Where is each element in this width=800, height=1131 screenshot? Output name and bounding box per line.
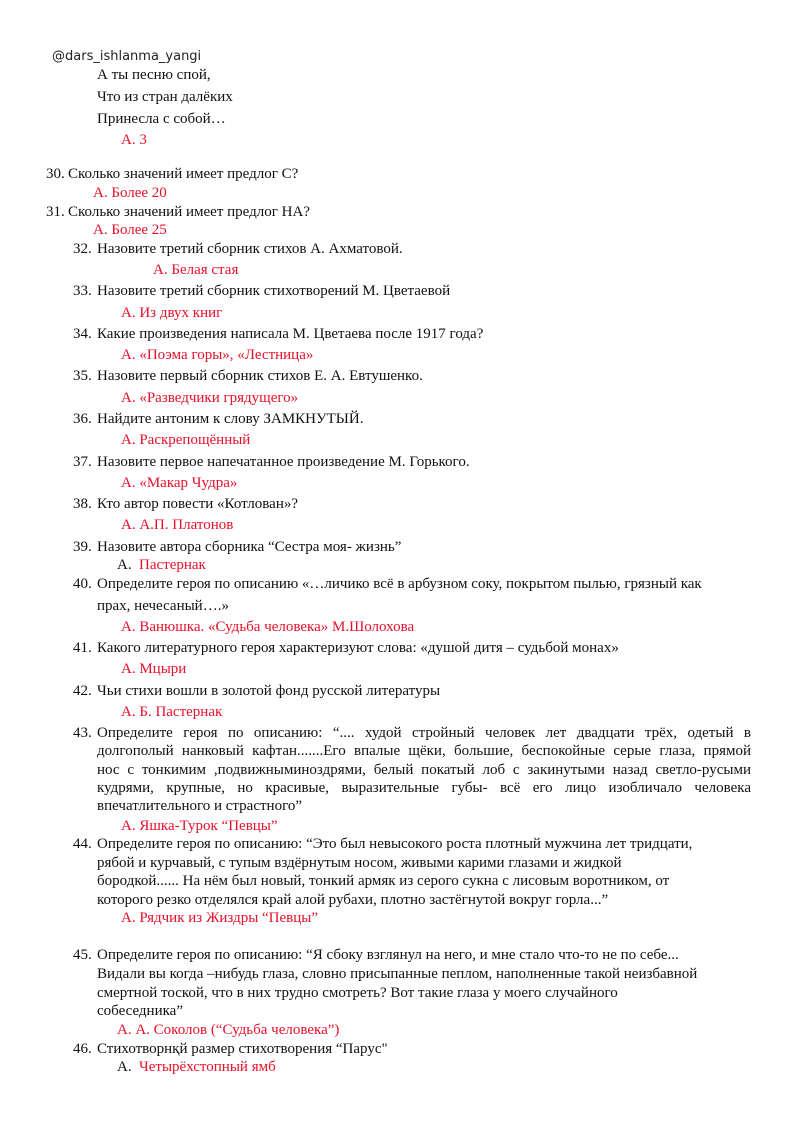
question-number: 42. <box>73 683 92 699</box>
answer: A. «Разведчики грядущего» <box>121 390 299 406</box>
question-text: Определите героя по описанию «…личико всё в арбузном соку, покрытом пылью, грязный как <box>97 576 702 592</box>
question-number: 35. <box>73 368 92 384</box>
answer: Пастернак <box>139 557 206 573</box>
question-number: 33. <box>73 283 92 299</box>
question-number: 31. <box>46 204 65 220</box>
poem-line: А ты песню спой, <box>97 67 211 83</box>
question-text: впечатлительного и страстного” <box>97 798 303 814</box>
answer: A. Рядчик из Жиздры “Певцы” <box>121 910 319 926</box>
answer: A. А.П. Платонов <box>121 517 234 533</box>
watermark: @dars_ishlanma_yangi <box>52 49 202 64</box>
answer: A. Раскрепощённый <box>121 432 251 448</box>
question-text: нос с тонкимим ,подвижныминоздрями, белый покатый лоб с закинутыми назад светло-русыми <box>97 762 751 778</box>
answer: A. Ванюшка. «Судьба человека» М.Шолохова <box>121 619 415 635</box>
question-number: 37. <box>73 454 92 470</box>
question-text: Определите героя по описанию: “Это был невысокого роста плотный мужчина лет тридцати, <box>97 836 693 852</box>
answer: A. Более 25 <box>93 222 167 238</box>
answer: A. «Макар Чудра» <box>121 475 238 491</box>
question-text: кудрями, крупные, но красивые, выразительные губы- всё его лицо изобличало человека <box>97 780 751 796</box>
question-number: 36. <box>73 411 92 427</box>
question-text: бородкой...... На нём был новый, тонкий армяк из серого сукна с лисовым воротником, от <box>97 873 670 889</box>
question-text: Кто автор повести «Котлован»? <box>97 496 299 512</box>
question-text: Назовите первое напечатанное произведение М. Горького. <box>97 454 470 470</box>
question-text: Сколько значений имеет предлог С? <box>68 166 299 182</box>
poem-line: Принесла с собой… <box>97 111 226 127</box>
question-number: 38. <box>73 496 92 512</box>
answer: A. Из двух книг <box>121 305 223 321</box>
question-number: 41. <box>73 640 92 656</box>
answer: A. Белая стая <box>153 262 239 278</box>
question-number: 40. <box>73 576 92 592</box>
question-text: рябой и курчавый, с тупым вздёрнутым носом, живыми карими глазами и жидкой <box>97 855 622 871</box>
answer: A. Более 20 <box>93 185 167 201</box>
question-text: Назовите третий сборник стихотворений М. Цветаевой <box>97 283 451 299</box>
question-text: Сколько значений имеет предлог НА? <box>68 204 310 220</box>
question-text: которого резко отделялся край алой рубахи, плотно застёгнутой вокруг горла...” <box>97 892 609 908</box>
question-text: смертной тоской, что в них трудно смотреть? Вот такие глаза у моего случайного <box>97 985 618 1001</box>
question-number: 45. <box>73 947 92 963</box>
question-text: долгополый нанковый кафтан.......Его впалые щёки, большие, беспокойные серые глаза, прямой <box>97 743 751 759</box>
question-text: Стихотворнқй размер стихотворения “Парус" <box>97 1041 388 1057</box>
question-text: Назовите третий сборник стихов А. Ахматовой. <box>97 241 403 257</box>
answer: Четырёхстопный ямб <box>139 1059 276 1075</box>
answer: A. Яшка-Турок “Певцы” <box>121 818 278 834</box>
question-text: Назовите первый сборник стихов Е. А. Евтушенко. <box>97 368 423 384</box>
question-number: 34. <box>73 326 92 342</box>
question-number: 39. <box>73 539 92 555</box>
question-text: собеседника” <box>97 1003 183 1019</box>
answer: A. «Поэма горы», «Лестница» <box>121 347 314 363</box>
question-number: 30. <box>46 166 65 182</box>
poem-line: Что из стран далёких <box>97 89 233 105</box>
question-text: Определите героя по описанию: “Я сбоку взглянул на него, и мне стало что-то не по себе... <box>97 947 679 963</box>
question-text: Найдите антоним к слову ЗАМКНУТЫЙ. <box>97 411 364 427</box>
question-text: Какие произведения написала М. Цветаева после 1917 года? <box>97 326 484 342</box>
question-number: 43. <box>73 725 92 741</box>
question-text: Видали вы когда –нибудь глаза, словно присыпанные пеплом, наполненные такой неизбавной <box>97 966 698 982</box>
question-number: 46. <box>73 1041 92 1057</box>
question-text: Определите героя по описанию: “.... худой стройный человек лет двадцати трёх, одетый в <box>97 725 751 741</box>
question-number: 44. <box>73 836 92 852</box>
answer-prefix: A. <box>117 557 132 573</box>
poem-answer: A. 3 <box>121 132 147 148</box>
question-text: Чьи стихи вошли в золотой фонд русской литературы <box>97 683 441 699</box>
answer: A. Б. Пастернак <box>121 704 223 720</box>
answer-prefix: A. <box>117 1059 132 1075</box>
question-text: прах, нечесаный….» <box>97 598 229 614</box>
answer: A. Мцыри <box>121 661 187 677</box>
question-number: 32. <box>73 241 92 257</box>
answer: A. А. Соколов (“Судьба человека”) <box>117 1022 340 1038</box>
question-text: Назовите автора сборника “Сестра моя- жизнь” <box>97 539 402 555</box>
question-text: Какого литературного героя характеризуют слова: «душой дитя – судьбой монах» <box>97 640 619 656</box>
